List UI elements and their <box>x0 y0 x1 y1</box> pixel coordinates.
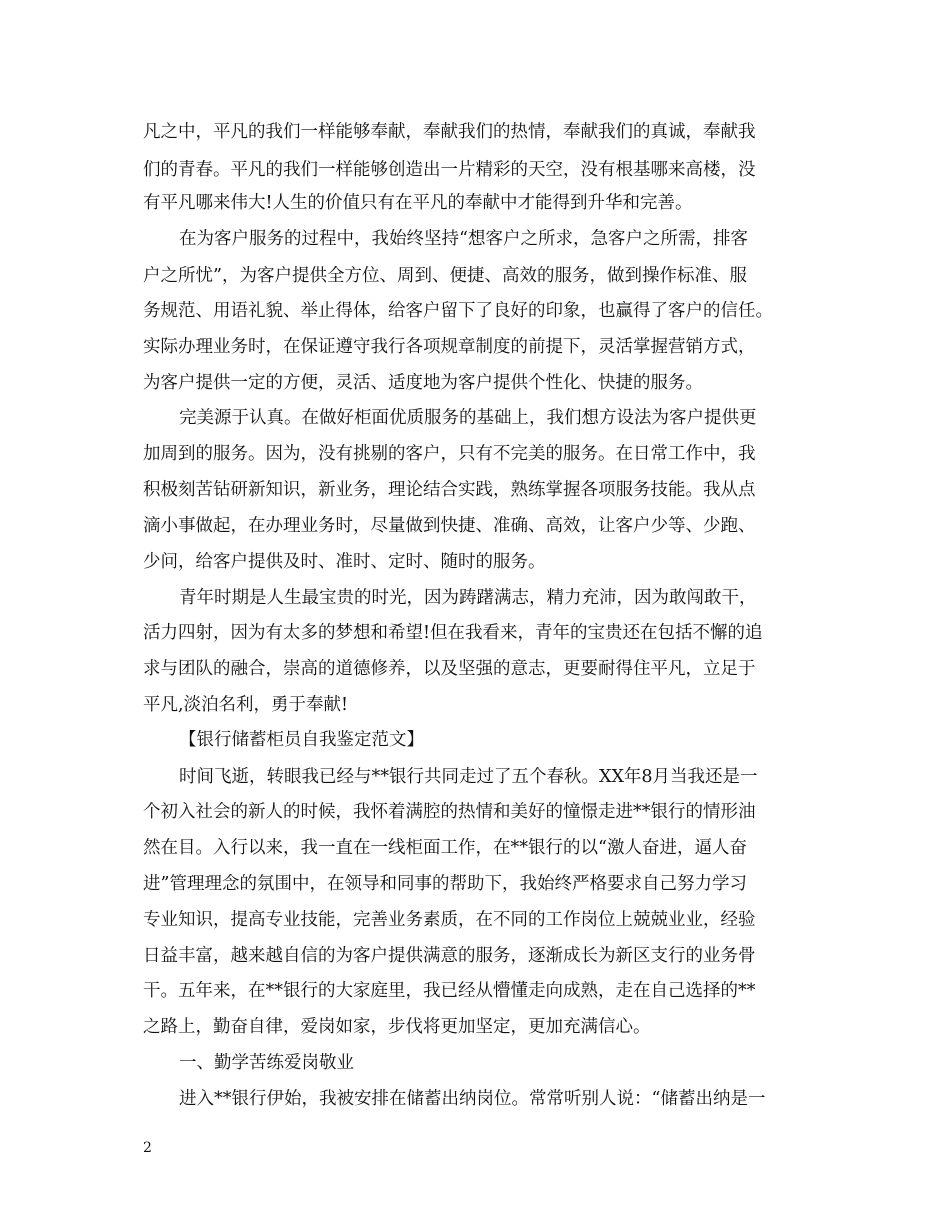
text-line: 之路上，勤奋自律，爱岗如家，步伐将更加坚定，更加充满信心。 <box>143 1017 651 1037</box>
text-line: 们的青春。平凡的我们一样能够创造出一片精彩的天空，没有根基哪来高楼，没 <box>143 160 756 180</box>
text-line: 实际办理业务时，在保证遵守我行各项规章制度的前提下，灵活掌握营销方式， <box>143 337 756 357</box>
text-line: 专业知识，提高专业技能，完善业务素质，在不同的工作岗位上兢兢业业，经验 <box>143 910 756 930</box>
text-line: 个初入社会的新人的时候，我怀着满腔的热情和美好的憧憬走进**银行的情形油 <box>143 802 756 822</box>
text-line: 青年时期是人生最宝贵的时光，因为踌躇满志，精力充沛，因为敢闯敢干， <box>179 588 757 608</box>
subsection-heading: 一、勤学苦练爱岗敬业 <box>179 1053 354 1073</box>
text-line: 凡之中，平凡的我们一样能够奉献，奉献我们的热情，奉献我们的真诚，奉献我 <box>143 122 756 142</box>
text-line: 积极刻苦钻研新知识，新业务，理论结合实践，熟练掌握各项服务技能。我从点 <box>143 480 756 500</box>
text-line: 滴小事做起，在办理业务时，尽量做到快捷、准确、高效，让客户少等、少跑、 <box>143 516 756 536</box>
text-line: 时间飞逝，转眼我已经与**银行共同走过了五个春秋。XX年8月当我还是一 <box>179 767 758 787</box>
page-number: 2 <box>143 1140 152 1156</box>
text-line: 日益丰富，越来越自信的为客户提供满意的服务，逐渐成长为新区支行的业务骨 <box>143 946 756 966</box>
text-line: 为客户提供一定的方便，灵活、适度地为客户提供个性化、快捷的服务。 <box>143 373 703 393</box>
text-line: 户之所忧”，为客户提供全方位、周到、便捷、高效的服务，做到操作标准、服 <box>143 266 747 286</box>
text-line: 少问，给客户提供及时、准时、定时、随时的服务。 <box>143 552 546 572</box>
text-line: 活力四射，因为有太多的梦想和希望!但在我看来，青年的宝贵还在包括不懈的追 <box>143 623 763 643</box>
text-line: 进入**银行伊始，我被安排在储蓄出纳岗位。常常听别人说：“储蓄出纳是一 <box>179 1089 766 1109</box>
text-line: 干。五年来，在**银行的大家庭里，我已经从懵懂走向成熟，走在自己选择的** <box>143 981 756 1001</box>
text-line: 加周到的服务。因为，没有挑剔的客户，只有不完美的服务。在日常工作中，我 <box>143 444 756 464</box>
text-line: 平凡,淡泊名利，勇于奉献! <box>143 695 349 715</box>
section-heading: 【银行储蓄柜员自我鉴定范文】 <box>179 730 424 750</box>
text-line: 求与团队的融合，崇高的道德修养，以及坚强的意志，更要耐得住平凡，立足于 <box>143 659 756 679</box>
text-line: 完美源于认真。在做好柜面优质服务的基础上，我们想方设法为客户提供更 <box>179 408 757 428</box>
text-line: 在为客户服务的过程中，我始终坚持“想客户之所求，急客户之所需，排客 <box>179 229 748 249</box>
text-line: 有平凡哪来伟大!人生的价值只有在平凡的奉献中才能得到升华和完善。 <box>143 193 693 213</box>
text-line: 务规范、用语礼貌、举止得体，给客户留下了良好的印象，也赢得了客户的信任。 <box>143 301 773 321</box>
text-line: 然在目。入行以来，我一直在一线柜面工作，在**银行的以“激人奋进，逼人奋 <box>143 838 747 858</box>
text-line: 进”管理理念的氛围中，在领导和同事的帮助下，我始终严格要求自己努力学习 <box>143 874 747 894</box>
